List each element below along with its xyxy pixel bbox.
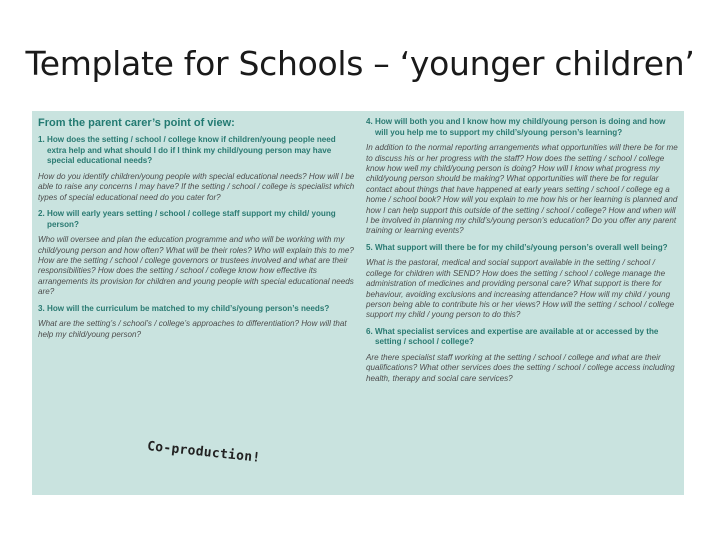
question-6 [366, 327, 680, 348]
question-text: How will both you and I know how my child/young person is doing and how will you help me to support my child’s/young person’s learning? [375, 117, 666, 137]
co-production-stamp: Co-production! [146, 439, 262, 466]
left-column [38, 117, 356, 346]
question-number: 1. [38, 135, 45, 144]
answer-prompt-5: What is the pastoral, medical and social support available in the setting / school / college for children with SEND? How does the setting / school / college manage the administration of medicines and providing personal care? What support is there for behaviour, avoiding exclusions and increasing attendance? How will my child / young person being able to contribute his or her views? How will the setting / school / college support my child / young person to do this? [366, 258, 675, 320]
question-3 [38, 304, 356, 315]
question-text: What specialist services and expertise are available at or accessed by the setting / school / college? [375, 326, 659, 347]
question-4 [366, 117, 680, 138]
answer-prompt-4: In addition to the normal reporting arrangements what opportunities will there be for me to discuss his or her progress with the staff? How does the setting / school / college know how well my child/young person is doing? How will I know what progress my child/young person should be making? What opportunities will there be for regular contact about things that have happened at early years setting / school / college eg a home / school book? How will you explain to me how his or her learning is planned and how I can help support this outside of the setting / school / college? How and when will I be involved in planning my child’s/young person’s education? Do you offer any parent training or learning events? [366, 143, 678, 236]
question-number: 5. [366, 242, 373, 252]
question-1 [38, 135, 356, 167]
question-text: What support will there be for my child’s/young person’s overall well being? [375, 242, 668, 252]
question-number: 6. [366, 326, 373, 336]
question-text: How will early years setting / school / college staff support my child/ young person? [47, 209, 336, 229]
question-number: 3. [38, 303, 45, 313]
answer-prompt-2: Who will oversee and plan the education programme and who will be working with my child/young person and how often? What will be their roles? Who will explain this to me? How are the setting / school / college governors or trustees involved and what are their responsibilities? How does the setting / school / college know how effective its arrangements its provision for children and young people with special educational needs are? [38, 235, 354, 297]
question-5 [366, 243, 680, 254]
question-number: 4. [366, 117, 373, 126]
question-2 [38, 209, 356, 230]
right-column [366, 117, 680, 390]
template-panel [32, 111, 684, 495]
panel-heading: From the parent carer’s point of view: [38, 117, 235, 129]
question-text: How does the setting / school / college know if children/young people need extra help and what should I do if I think my child/young person may have special educational needs? [47, 135, 336, 166]
answer-prompt-3: What are the setting’s / school’s / college’s approaches to differentiation? How will that help my child/young person? [38, 319, 347, 339]
question-text: How will the curriculum be matched to my child’s/young person’s needs? [47, 303, 330, 313]
answer-prompt-6: Are there specialist staff working at the setting / school / college and what are their qualifications? What other services does the setting / school / college access including health, therapy and social care services? [366, 353, 675, 383]
question-number: 2. [38, 209, 45, 218]
slide-title: Template for Schools – ‘younger children’ [25, 44, 695, 83]
answer-prompt-1: How do you identify children/young people with special educational needs? How will I be able to raise any concerns I may have? If the setting / school / college is specialist which types of special educational need do you cater for? [38, 171, 355, 202]
